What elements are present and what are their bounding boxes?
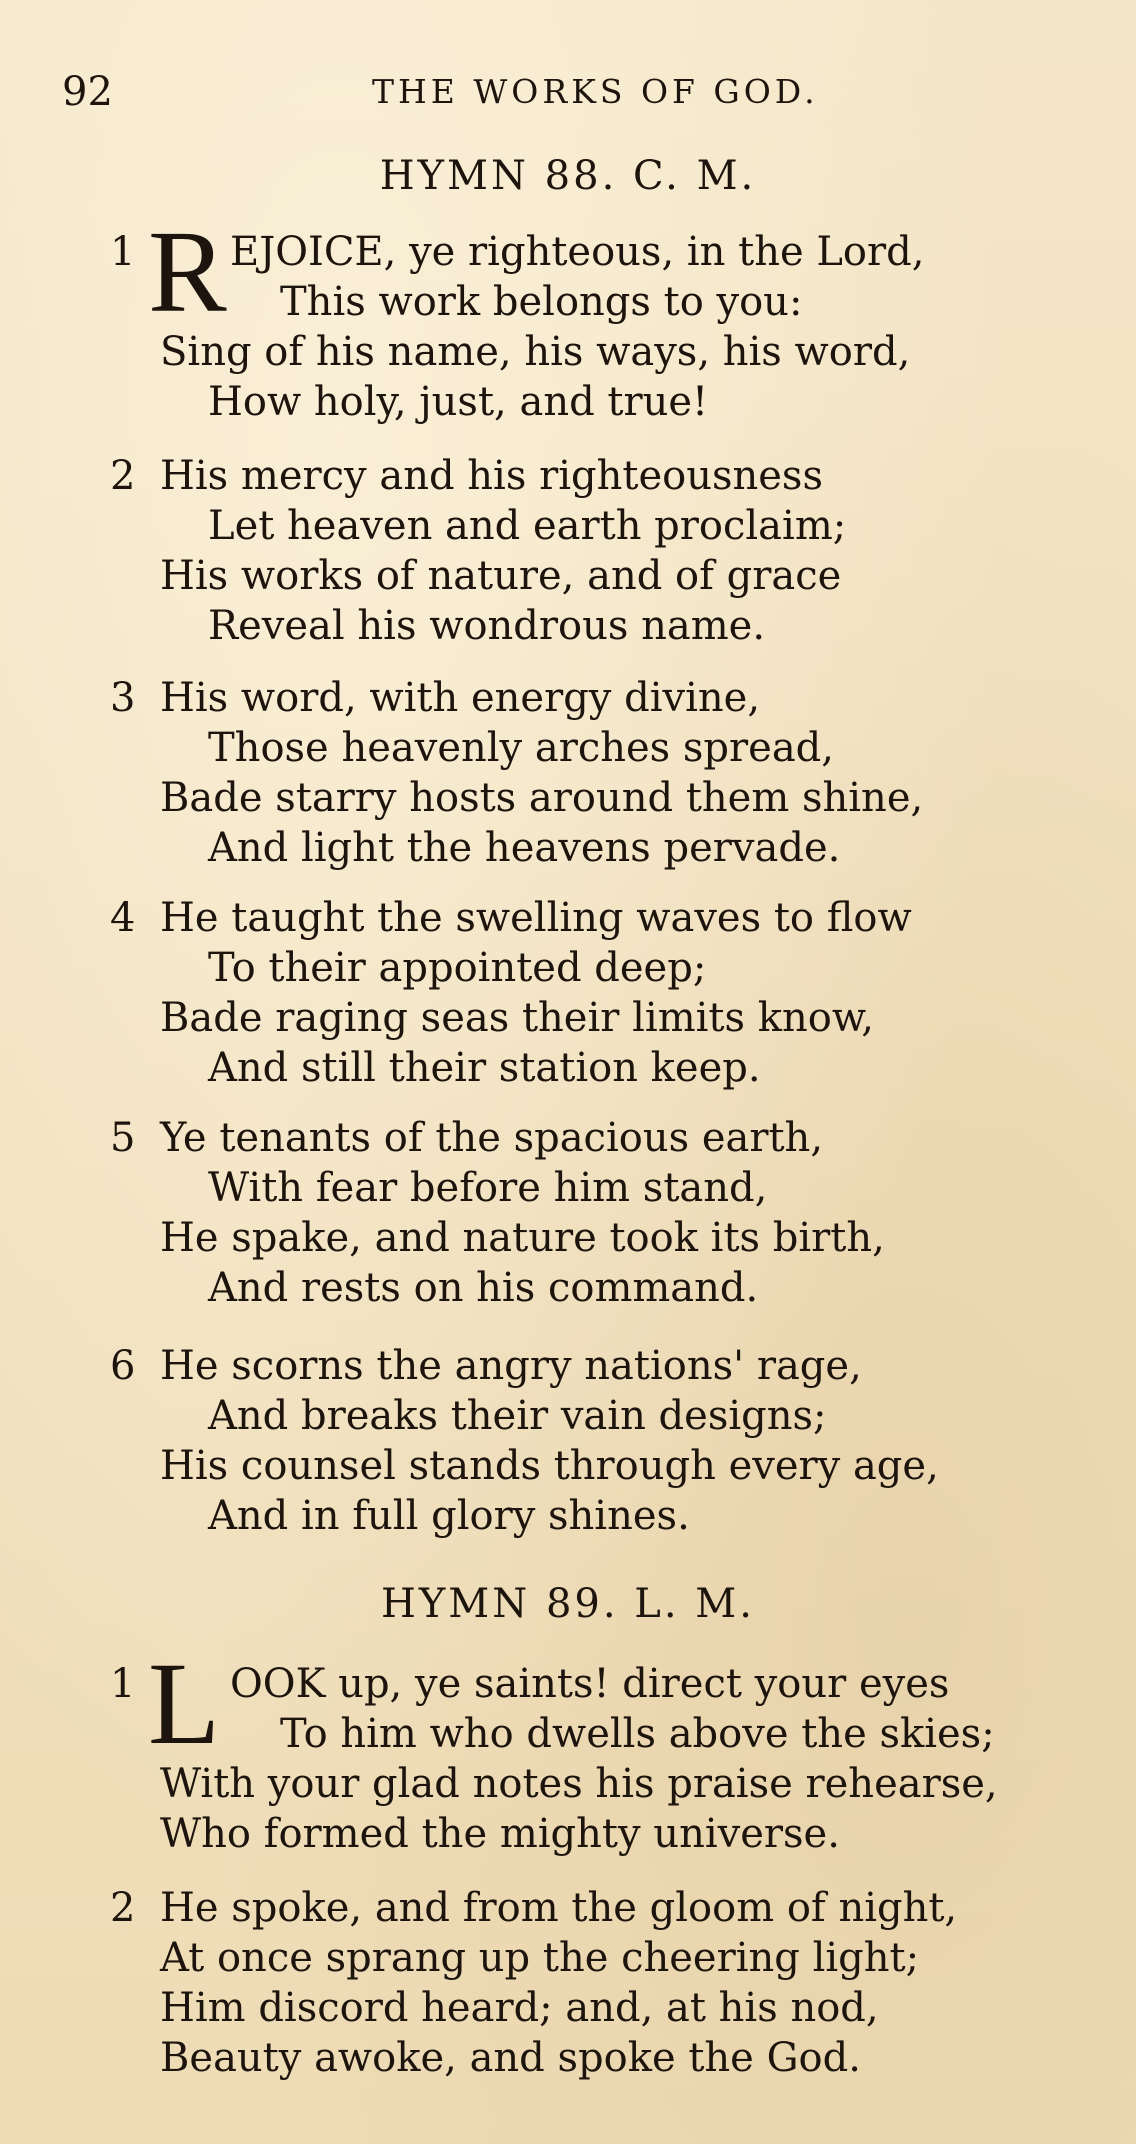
stanza-line: He spoke, and from the gloom of night, bbox=[160, 1885, 958, 1931]
hymn-89-title-text: HYMN 89. L. M. bbox=[381, 1581, 755, 1627]
stanza-line: With fear before him stand, bbox=[208, 1165, 768, 1211]
stanza-line: And still their station keep. bbox=[208, 1045, 761, 1091]
stanza-line: And rests on his command. bbox=[208, 1265, 759, 1311]
drop-cap: L bbox=[148, 1638, 221, 1769]
stanza-line: Sing of his name, his ways, his word, bbox=[160, 329, 911, 375]
stanza-number: 3 bbox=[110, 675, 136, 721]
stanza-line: Bade starry hosts around them shine, bbox=[160, 775, 924, 821]
stanza-line: And in full glory shines. bbox=[208, 1493, 690, 1539]
stanza-line: Reveal his wondrous name. bbox=[208, 603, 766, 649]
page-number: 92 bbox=[62, 69, 113, 115]
stanza-line: Who formed the mighty universe. bbox=[160, 1811, 840, 1857]
hymn-88-title-text: HYMN 88. C. M. bbox=[379, 153, 757, 199]
stanza-line: This work belongs to you: bbox=[280, 279, 803, 325]
stanza-number: 1 bbox=[110, 229, 136, 275]
stanza-line: At once sprang up the cheering light; bbox=[160, 1935, 920, 1981]
stanza-number: 6 bbox=[110, 1343, 136, 1389]
stanza-line: Bade raging seas their limits know, bbox=[160, 995, 875, 1041]
stanza-line: Ye tenants of the spacious earth, bbox=[160, 1115, 824, 1161]
stanza-line: He scorns the angry nations' rage, bbox=[160, 1343, 862, 1389]
stanza-number: 2 bbox=[110, 453, 136, 499]
stanza-line: To their appointed deep; bbox=[208, 945, 707, 991]
stanza-line: To him who dwells above the skies; bbox=[280, 1711, 995, 1757]
stanza-line: His mercy and his righteousness bbox=[160, 453, 823, 499]
stanza-line: And breaks their vain designs; bbox=[208, 1393, 827, 1439]
stanza-line: Beauty awoke, and spoke the God. bbox=[160, 2035, 861, 2081]
stanza-line: His works of nature, and of grace bbox=[160, 553, 842, 599]
stanza-number: 1 bbox=[110, 1661, 136, 1707]
stanza-line: EJOICE, ye righteous, in the Lord, bbox=[230, 229, 925, 275]
running-title: THE WORKS OF GOD. bbox=[372, 72, 819, 111]
stanza-line: He spake, and nature took its birth, bbox=[160, 1215, 885, 1261]
stanza-number: 5 bbox=[110, 1115, 136, 1161]
stanza-line: With your glad notes his praise rehearse, bbox=[160, 1761, 998, 1807]
stanza-line: How holy, just, and true! bbox=[208, 379, 709, 425]
stanza-line: Those heavenly arches spread, bbox=[208, 725, 834, 771]
hymn-89-title bbox=[0, 1576, 1136, 1632]
hymn-88-title bbox=[0, 148, 1136, 204]
stanza-line: He taught the swelling waves to flow bbox=[160, 895, 912, 941]
stanza-number: 2 bbox=[110, 1885, 136, 1931]
stanza-line: His counsel stands through every age, bbox=[160, 1443, 939, 1489]
stanza-number: 4 bbox=[110, 895, 136, 941]
stanza-line: OOK up, ye saints! direct your eyes bbox=[230, 1661, 950, 1707]
stanza-line: And light the heavens pervade. bbox=[208, 825, 841, 871]
stanza-line: His word, with energy divine, bbox=[160, 675, 761, 721]
drop-cap: R bbox=[148, 206, 227, 337]
stanza-line: Let heaven and earth proclaim; bbox=[208, 503, 847, 549]
running-head bbox=[0, 62, 1136, 122]
stanza-line: Him discord heard; and, at his nod, bbox=[160, 1985, 879, 2031]
